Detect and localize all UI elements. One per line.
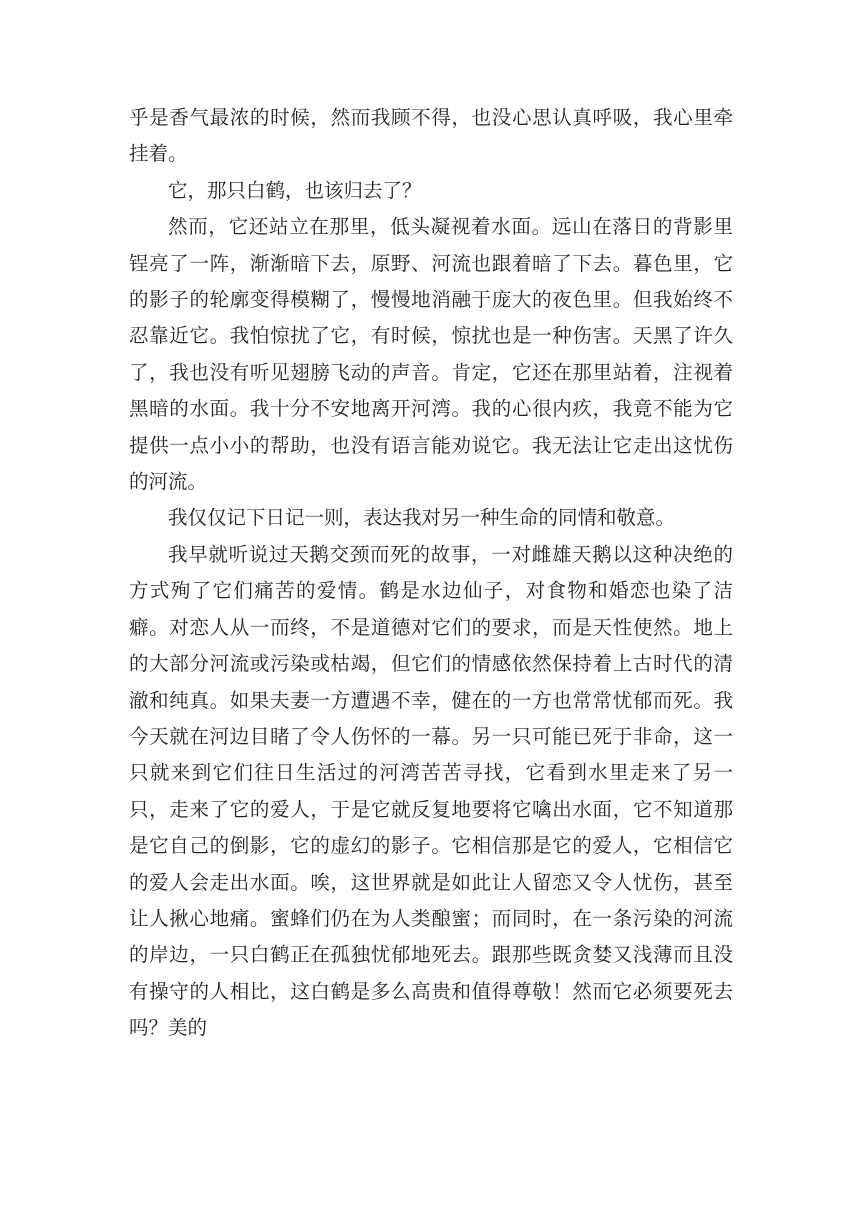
body-text: [129, 100, 733, 1047]
paragraph-continuation: 乎是香气最浓的时候，然而我顾不得，也没心思认真呼吸，我心里牵挂着。: [129, 106, 733, 166]
paragraph-dusk: 然而，它还站立在那里，低头凝视着水面。远山在落日的背影里锃亮了一阵，渐渐暗下去，原野、河流也跟着暗了下去。暮色里，它的影子的轮廓变得模糊了，慢慢地消融于庞大的夜色里。但我始终不忍靠近它。我怕惊扰了它，有时候，惊扰也是一种伤害。天黑了许久了，我也没有听见翅膀飞动的声音。肯定，它还在那里站着，注视着黑暗的水面。我十分不安地离开河湾。我的心很内疚，我竟不能为它提供一点小小的帮助，也没有语言能劝说它。我无法让它走出这忧伤的河流。: [129, 215, 733, 494]
paragraph-swans-cranes: 我早就听说过天鹅交颈而死的故事，一对雌雄天鹅以这种决绝的方式殉了它们痛苦的爱情。鹤是水边仙子，对食物和婚恋也染了洁癖。对恋人从一而终，不是道德对它们的要求，而是天性使然。地上的大部分河流或污染或枯竭，但它们的情感依然保持着上古时代的清澈和纯真。如果夫妻一方遭遇不幸，健在的一方也常常忧郁而死。我今天就在河边目睹了令人伤怀的一幕。另一只可能已死于非命，这一只就来到它们往日生活过的河湾苦苦寻找，它看到水里走来了另一只，走来了它的爱人，于是它就反复地要将它噙出水面，它不知道那是它自己的倒影，它的虚幻的影子。它相信那是它的爱人，它相信它的爱人会走出水面。唉，这世界就是如此让人留恋又令人忧伤，甚至让人揪心地痛。蜜蜂们仍在为人类酿蜜；而同时，在一条污染的河流的岸边，一只白鹤正在孤独忧郁地死去。跟那些既贪婪又浅薄而且没有操守的人相比，这白鹤是多么高贵和值得尊敬！然而它必须要死去吗？美的: [129, 542, 733, 1040]
paragraph-diary-note: 我仅仅记下日记一则，表达我对另一种生命的同情和敬意。: [168, 506, 676, 530]
paragraph-question: 它，那只白鹤，也该归去了？: [168, 178, 422, 202]
